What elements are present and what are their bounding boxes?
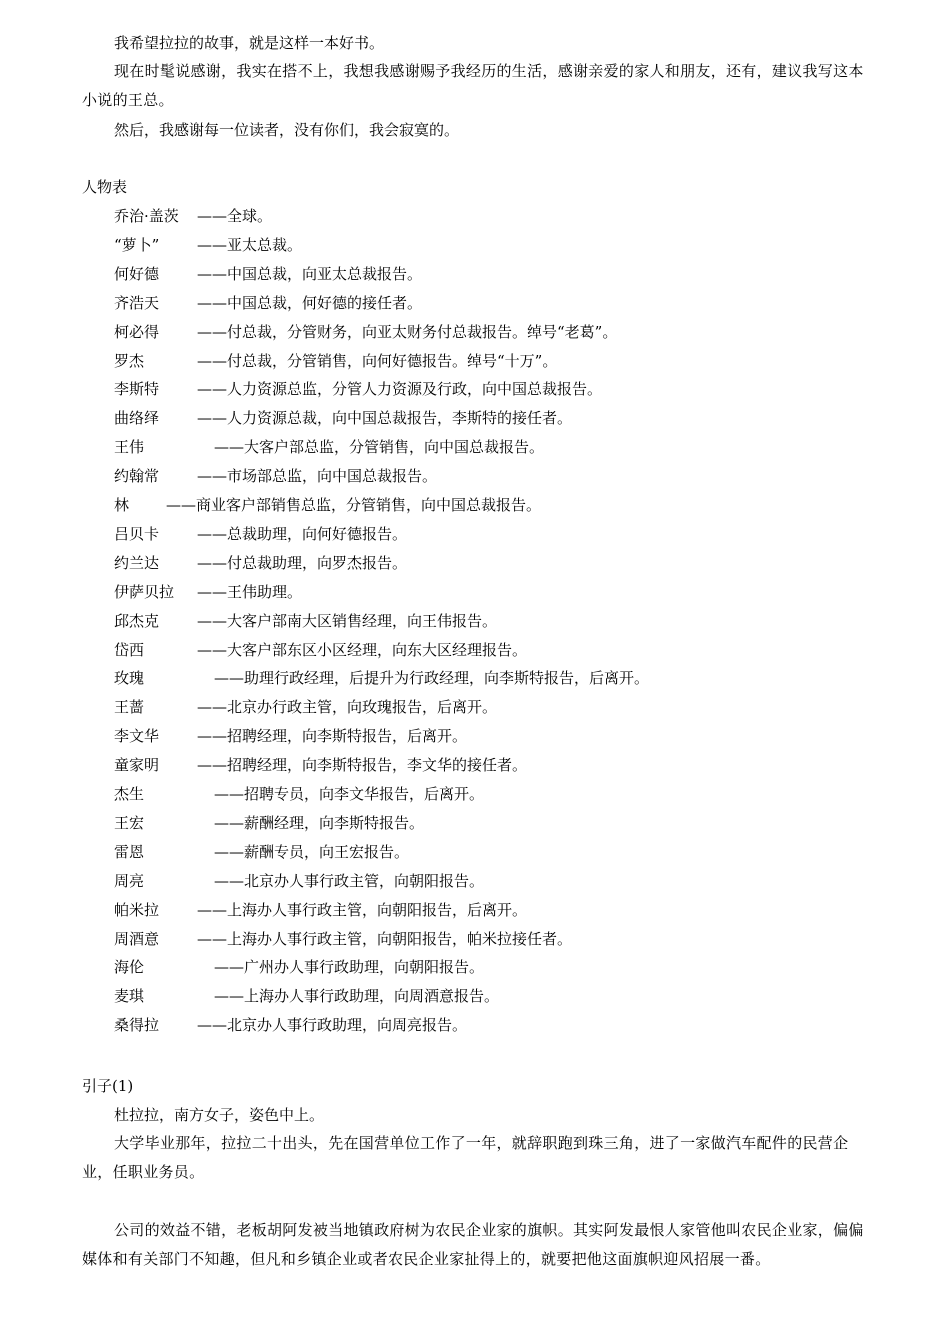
cast-name: 曲络绎 — [114, 409, 160, 428]
cast-description: ——全球。 — [197, 207, 273, 225]
cast-name: “萝卜” — [114, 235, 160, 254]
chapter-paragraph-1: 杜拉拉，南方女子，姿色中上。 — [114, 1106, 325, 1124]
cast-description: ——招聘经理，向李斯特报告，后离开。 — [197, 727, 468, 746]
cast-name: 童家明 — [114, 756, 160, 775]
cast-description: ——上海办人事行政主管，向朝阳报告，帕米拉接任者。 — [197, 929, 573, 948]
cast-description: ——人力资源总监，分管人力资源及行政，向中国总裁报告。 — [197, 380, 603, 399]
cast-description: ——招聘经理，向李斯特报告，李文华的接任者。 — [197, 756, 528, 775]
cast-description: ——大客户部东区小区经理，向东大区经理报告。 — [197, 640, 528, 659]
cast-name: 罗杰 — [114, 351, 145, 370]
cast-description: ——北京办人事行政助理，向周亮报告。 — [197, 1016, 468, 1035]
cast-description: ——薪酬专员，向王宏报告。 — [214, 842, 410, 861]
cast-name: 麦琪 — [114, 987, 145, 1006]
cast-name: 邱杰克 — [114, 611, 160, 630]
cast-description: ——助理行政经理，后提升为行政经理，向李斯特报告，后离开。 — [214, 669, 650, 688]
cast-name: 周亮 — [114, 871, 145, 890]
cast-description: ——总裁助理，向何好德报告。 — [197, 524, 408, 543]
cast-name: 岱西 — [114, 640, 145, 659]
cast-name: 齐浩天 — [114, 293, 160, 312]
cast-name: 玫瑰 — [114, 669, 145, 688]
cast-description: ——付总裁，分管财务，向亚太财务付总裁报告。绰号“老葛”。 — [197, 322, 618, 341]
cast-description: ——亚太总裁。 — [197, 235, 303, 254]
cast-name: 王蔷 — [114, 698, 145, 717]
cast-description: ——广州办人事行政助理，向朝阳报告。 — [214, 958, 485, 977]
chapter-heading: 引子(1) — [82, 1077, 134, 1095]
cast-description: ——招聘专员，向李文华报告，后离开。 — [214, 785, 485, 803]
cast-description: ——北京办人事行政主管，向朝阳报告。 — [214, 871, 485, 890]
cast-name: 海伦 — [114, 958, 145, 977]
cast-description: ——市场部总监，向中国总裁报告。 — [197, 467, 438, 486]
cast-name: 何好德 — [114, 264, 160, 283]
intro-paragraph-2: 现在时髦说感谢，我实在搭不上，我想我感谢赐予我经历的生活，感谢亲爱的家人和朋友，还有，建议我写这本小说的王总。 — [82, 62, 864, 109]
cast-name: 伊萨贝拉 — [114, 582, 175, 601]
cast-name: 周酒意 — [114, 929, 160, 948]
cast-name: 李斯特 — [114, 380, 160, 399]
cast-name: 乔治·盖茨 — [114, 207, 179, 225]
cast-name: 约兰达 — [114, 553, 160, 572]
intro-paragraph-1: 我希望拉拉的故事，就是这样一本好书。 — [114, 34, 385, 52]
cast-name: 桑得拉 — [114, 1016, 160, 1035]
cast-description: ——大客户部总监，分管销售，向中国总裁报告。 — [214, 438, 545, 457]
cast-name: 王宏 — [114, 813, 145, 832]
cast-heading: 人物表 — [82, 178, 128, 196]
cast-description: ——中国总裁，向亚太总裁报告。 — [197, 264, 423, 283]
cast-description: ——上海办人事行政主管，向朝阳报告，后离开。 — [197, 900, 528, 919]
cast-description: ——中国总裁，何好德的接任者。 — [197, 293, 423, 312]
cast-description: ——商业客户部销售总监，分管销售，向中国总裁报告。 — [166, 496, 542, 514]
cast-name: 林 — [114, 496, 130, 514]
cast-name: 王伟 — [114, 438, 145, 457]
cast-name: 帕米拉 — [114, 900, 160, 919]
cast-description: ——大客户部南大区销售经理，向王伟报告。 — [197, 611, 498, 630]
intro-paragraph-3: 然后，我感谢每一位读者，没有你们，我会寂寞的。 — [114, 121, 460, 139]
chapter-paragraph-3: 公司的效益不错，老板胡阿发被当地镇政府树为农民企业家的旗帜。其实阿发最恨人家管他叫农民企业家，偏偏媒体和有关部门不知趣，但凡和乡镇企业或者农民企业家扯得上的，就要把他这面旗帜迎风招展一番。 — [82, 1221, 864, 1268]
chapter-paragraph-2: 大学毕业那年，拉拉二十出头，先在国营单位工作了一年，就辞职跑到珠三角，进了一家做汽车配件的民营企业，任职业务员。 — [82, 1134, 849, 1181]
cast-description: ——薪酬经理，向李斯特报告。 — [214, 813, 425, 832]
cast-description: ——人力资源总裁，向中国总裁报告，李斯特的接任者。 — [197, 409, 573, 428]
cast-description: ——北京办行政主管，向玫瑰报告，后离开。 — [197, 698, 498, 717]
cast-description: ——付总裁，分管销售，向何好德报告。绰号“十万”。 — [197, 351, 558, 370]
cast-description: ——上海办人事行政助理，向周酒意报告。 — [214, 987, 500, 1006]
cast-description: ——付总裁助理，向罗杰报告。 — [197, 553, 408, 572]
cast-name: 吕贝卡 — [114, 524, 160, 543]
cast-name: 雷恩 — [114, 842, 145, 861]
cast-description: ——王伟助理。 — [197, 582, 303, 601]
cast-name: 约翰常 — [114, 467, 160, 486]
cast-name: 柯必得 — [114, 322, 160, 341]
cast-name: 杰生 — [114, 785, 145, 803]
cast-name: 李文华 — [114, 727, 160, 746]
